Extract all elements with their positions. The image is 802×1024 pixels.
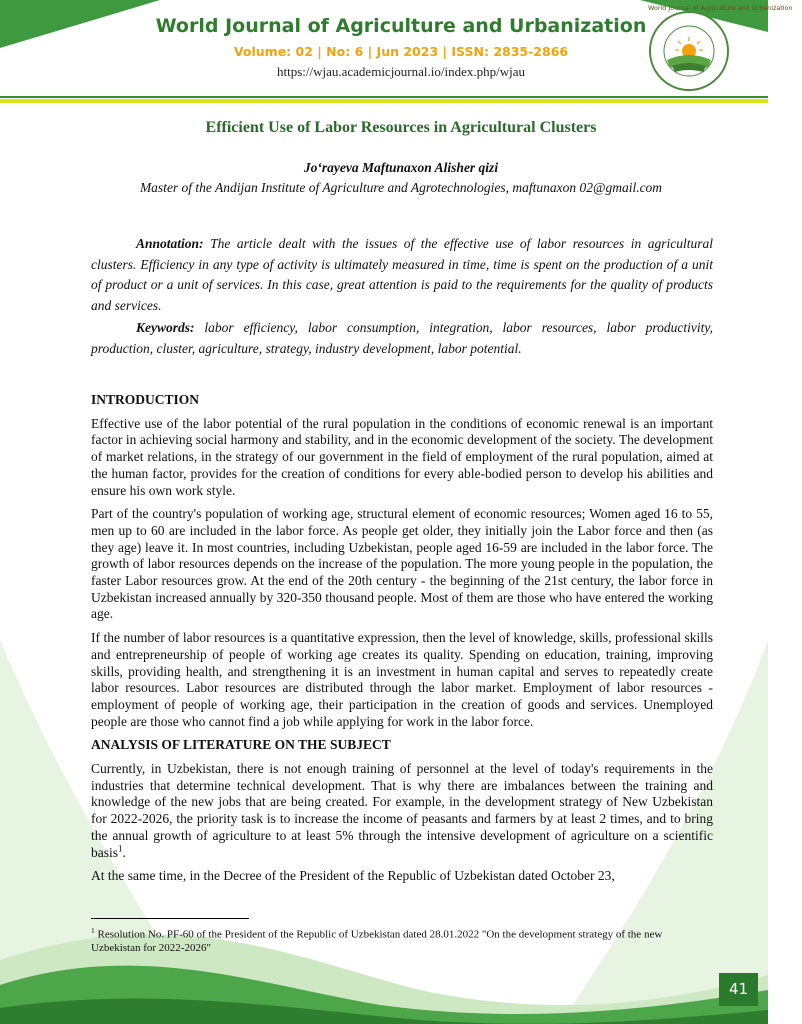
keywords-text: labor efficiency, labor consumption, integration, labor resources, labor productivity, production, cluster, agriculture, strategy, industry development, labor potential. [91,320,713,356]
page-number: 41 [719,973,758,1006]
footnote-text: Resolution No. PF-60 of the President of the Republic of Uzbekistan dated 28.01.2022 "On the development strategy of the new Uzbekistan for 2022-2026" [91,928,663,955]
article-title: Efficient Use of Labor Resources in Agricultural Clusters [205,119,597,136]
annotation-label: Annotation: [136,236,204,251]
journal-logo [648,4,793,92]
journal-issue-info: Volume: 02 | No: 6 | Jun 2023 | ISSN: 2835-2866 [233,44,569,59]
footnote-divider [91,918,249,919]
journal-url-link[interactable]: https://wjau.academicjournal.io/index.php/wjau [276,64,526,79]
author-name: Jo‘rayeva Maftunaxon Alisher qizi [303,160,499,175]
intro-paragraph-3: If the number of labor resources is a quantitative expression, then the level of knowledge, skills, professional skills and entrepreneurship of people of working age creates its quality. Spending on education, training, improving skills, providing health, and strengthening it is an investment in human capital and serves to repeatedly create labor resources. Labor resources are distributed through the labor market. Employment of labor resources - employment of people of working age, their participation in the creation of goods and services. Unemployed people are those who cannot find a job while applying for work in the labor force. [91,630,713,729]
footnote-reference[interactable]: 1 [118,843,123,854]
literature-heading: ANALYSIS OF LITERATURE ON THE SUBJECT [91,737,391,753]
literature-paragraph-1-text: Currently, in Uzbekistan, there is not enough training of personnel at the level of today's requirements in the industries that determine technical development. That is why there are imbalances between the training and knowledge of the new jobs that are being created. For example, in the development strategy of New Uzbekistan for 2022-2026, the priority task is to increase the income of peasants and farmers by at least 2 times, and to bring the annual growth of agriculture to at least 5% through the intensive development of agriculture on a scientific basis [91,761,713,860]
intro-paragraph-1: Effective use of the labor potential of the rural population in the conditions of economic renewal is an important factor in achieving social harmony and stability, and in the economic development of the society. The development of market relations, in the strategy of our government in the field of employment of the rural population, aimed at the human factor, provides for the creation of conditions for every able-bodied person to develop his abilities and ensure his own work style. [91,415,713,498]
logo-ring-text: World Journal of Agriculture and Urbanization [648,4,793,12]
introduction-heading: INTRODUCTION [91,392,200,407]
literature-paragraph-1-end: . [122,844,126,860]
article-body [91,392,713,892]
intro-paragraph-2: Part of the country's population of working age, structural element of economic resources; Women aged 16 to 55, men up to 60 are included in the labor force. As people get older, they initially join the Labor force and then (as they age) leave it. In most countries, including Uzbekistan, people aged 16-59 are included in the labor force. The growth of labor resources depends on the increase of the population. The more young people in the population, the faster Labor resources grow. At the end of the 20th century - the beginning of the 21st century, the labor force in Uzbekistan increased annually by 320-350 thousand people. Most of them are those who have entered the working age. [91,506,713,622]
footnote-mark: 1 [91,926,95,935]
header-rule-green [0,96,768,98]
annotation-text: The article dealt with the issues of the effective use of labor resources in agricultural clusters. Efficiency in any type of activity is ultimately measured in time, time is spent on the production of a unit of product or a unit of services. In this case, great attention is paid to the requirements for the quality of products and services. [91,236,714,313]
keywords-paragraph [91,318,713,359]
annotation-paragraph [91,234,713,316]
header-rule-yellow [0,99,768,103]
author-affiliation: Master of the Andijan Institute of Agriculture and Agrotechnologies, maftunaxon 02@gmail.com [139,180,663,195]
journal-title: World Journal of Agriculture and Urbanization [155,15,647,37]
literature-paragraph-2: At the same time, in the Decree of the President of the Republic of Uzbekistan dated October 23, [91,868,615,884]
footnote [91,924,713,956]
keywords-label: Keywords: [136,320,195,335]
literature-paragraph-1 [91,761,713,861]
